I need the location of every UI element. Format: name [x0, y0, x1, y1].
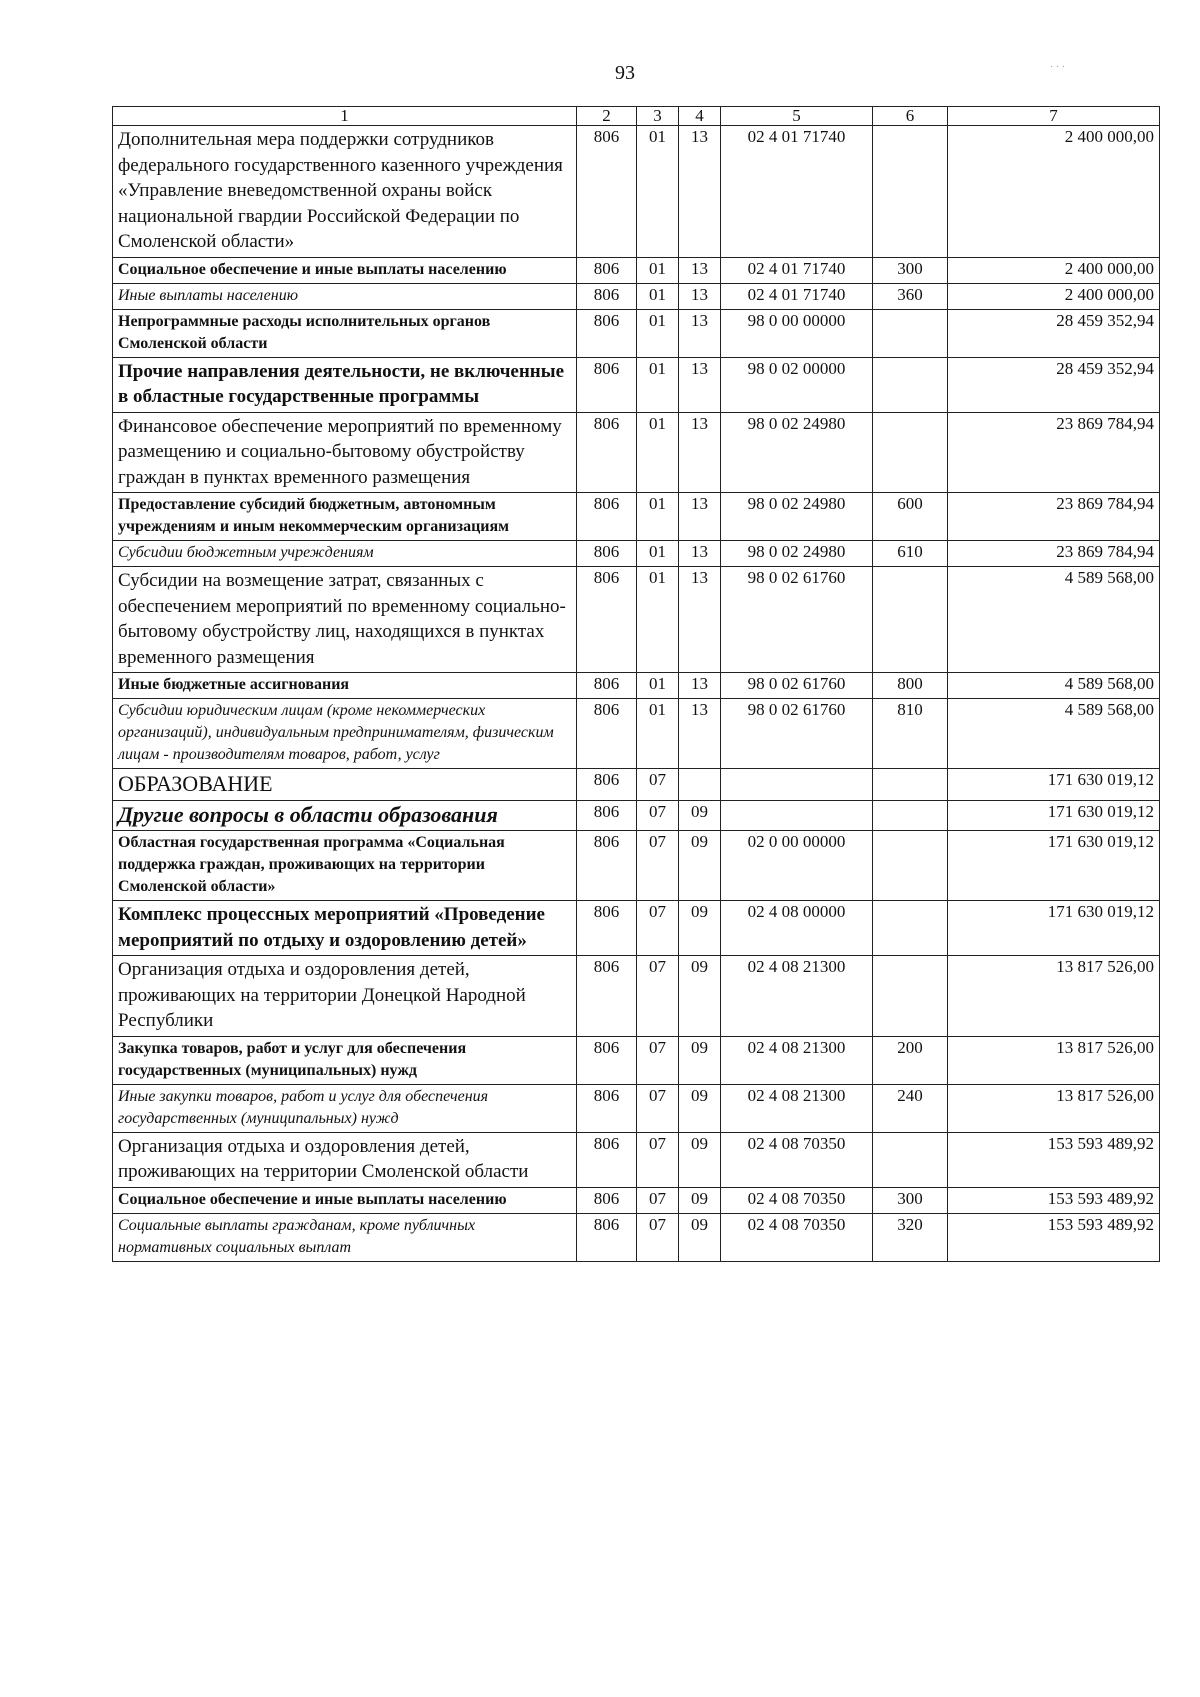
admin-code-cell: 806	[577, 1036, 637, 1084]
target-article-cell: 02 4 01 71740	[721, 283, 873, 309]
section-code-cell: 01	[637, 412, 679, 493]
table-row	[113, 673, 1160, 699]
admin-code-cell: 806	[577, 1187, 637, 1213]
table-row	[113, 956, 1160, 1037]
table-header-row	[113, 107, 1160, 126]
amount-cell: 23 869 784,94	[948, 493, 1160, 541]
table-row	[113, 283, 1160, 309]
table-row	[113, 699, 1160, 769]
target-article-cell	[721, 801, 873, 831]
admin-code-cell: 806	[577, 801, 637, 831]
column-header: 3	[637, 107, 679, 126]
row-name-cell: Иные бюджетные ассигнования	[113, 673, 577, 699]
table-row	[113, 412, 1160, 493]
target-article-cell: 98 0 02 24980	[721, 412, 873, 493]
target-article-cell: 02 4 08 21300	[721, 956, 873, 1037]
scan-artifact-mark: · · ·	[1050, 62, 1065, 73]
section-code-cell: 01	[637, 567, 679, 673]
column-header: 7	[948, 107, 1160, 126]
subsection-code-cell	[679, 769, 721, 801]
subsection-code-cell: 13	[679, 493, 721, 541]
table-row	[113, 309, 1160, 357]
target-article-cell: 98 0 00 00000	[721, 309, 873, 357]
admin-code-cell: 806	[577, 283, 637, 309]
subsection-code-cell: 13	[679, 283, 721, 309]
row-name-cell: ОБРАЗОВАНИЕ	[113, 769, 577, 801]
expense-type-cell: 360	[873, 283, 948, 309]
admin-code-cell: 806	[577, 126, 637, 258]
expense-type-cell: 200	[873, 1036, 948, 1084]
amount-cell: 23 869 784,94	[948, 412, 1160, 493]
admin-code-cell: 806	[577, 1084, 637, 1132]
subsection-code-cell: 09	[679, 956, 721, 1037]
section-code-cell: 07	[637, 956, 679, 1037]
subsection-code-cell: 13	[679, 126, 721, 258]
subsection-code-cell: 09	[679, 1132, 721, 1187]
admin-code-cell: 806	[577, 1132, 637, 1187]
row-name-cell: Областная государственная программа «Социальная поддержка граждан, проживающих на территории Смоленской области»	[113, 831, 577, 901]
table-row	[113, 801, 1160, 831]
section-code-cell: 01	[637, 257, 679, 283]
row-name-cell: Иные выплаты населению	[113, 283, 577, 309]
admin-code-cell: 806	[577, 257, 637, 283]
row-name-cell: Иные закупки товаров, работ и услуг для обеспечения государственных (муниципальных) нужд	[113, 1084, 577, 1132]
column-header: 2	[577, 107, 637, 126]
section-code-cell: 07	[637, 901, 679, 956]
expense-type-cell: 320	[873, 1213, 948, 1261]
amount-cell: 171 630 019,12	[948, 801, 1160, 831]
expense-type-cell	[873, 901, 948, 956]
expense-type-cell	[873, 126, 948, 258]
row-name-cell: Закупка товаров, работ и услуг для обеспечения государственных (муниципальных) нужд	[113, 1036, 577, 1084]
admin-code-cell: 806	[577, 567, 637, 673]
subsection-code-cell: 09	[679, 801, 721, 831]
subsection-code-cell: 09	[679, 901, 721, 956]
section-code-cell: 01	[637, 699, 679, 769]
target-article-cell: 02 4 08 21300	[721, 1036, 873, 1084]
subsection-code-cell: 09	[679, 1213, 721, 1261]
row-name-cell: Субсидии бюджетным учреждениям	[113, 541, 577, 567]
admin-code-cell: 806	[577, 493, 637, 541]
target-article-cell: 98 0 02 00000	[721, 357, 873, 412]
target-article-cell: 02 4 08 21300	[721, 1084, 873, 1132]
expense-type-cell: 610	[873, 541, 948, 567]
admin-code-cell: 806	[577, 956, 637, 1037]
amount-cell: 171 630 019,12	[948, 831, 1160, 901]
target-article-cell: 98 0 02 61760	[721, 673, 873, 699]
table-row	[113, 357, 1160, 412]
section-code-cell: 07	[637, 801, 679, 831]
subsection-code-cell: 09	[679, 831, 721, 901]
subsection-code-cell: 13	[679, 412, 721, 493]
subsection-code-cell: 13	[679, 357, 721, 412]
section-code-cell: 01	[637, 673, 679, 699]
target-article-cell: 02 4 01 71740	[721, 257, 873, 283]
column-header: 5	[721, 107, 873, 126]
target-article-cell: 98 0 02 24980	[721, 541, 873, 567]
section-code-cell: 01	[637, 357, 679, 412]
expense-type-cell	[873, 309, 948, 357]
target-article-cell: 02 0 00 00000	[721, 831, 873, 901]
table-row	[113, 1036, 1160, 1084]
admin-code-cell: 806	[577, 541, 637, 567]
expense-type-cell	[873, 1132, 948, 1187]
amount-cell: 153 593 489,92	[948, 1187, 1160, 1213]
row-name-cell: Финансовое обеспечение мероприятий по временному размещению и социально-бытовому обустройству граждан в пунктах временного размещения	[113, 412, 577, 493]
row-name-cell: Предоставление субсидий бюджетным, автономным учреждениям и иным некоммерческим организациям	[113, 493, 577, 541]
section-code-cell: 07	[637, 831, 679, 901]
target-article-cell: 02 4 01 71740	[721, 126, 873, 258]
section-code-cell: 01	[637, 541, 679, 567]
amount-cell: 4 589 568,00	[948, 567, 1160, 673]
subsection-code-cell: 13	[679, 567, 721, 673]
expense-type-cell	[873, 956, 948, 1037]
expense-type-cell: 300	[873, 1187, 948, 1213]
subsection-code-cell: 09	[679, 1084, 721, 1132]
expense-type-cell: 300	[873, 257, 948, 283]
section-code-cell: 01	[637, 283, 679, 309]
table-row	[113, 769, 1160, 801]
row-name-cell: Субсидии на возмещение затрат, связанных с обеспечением мероприятий по временному социально-бытовому обустройству лиц, находящихся в пунктах временного размещения	[113, 567, 577, 673]
admin-code-cell: 806	[577, 1213, 637, 1261]
table-row	[113, 567, 1160, 673]
admin-code-cell: 806	[577, 831, 637, 901]
row-name-cell: Комплекс процессных мероприятий «Проведение мероприятий по отдыху и оздоровлению детей»	[113, 901, 577, 956]
expense-type-cell	[873, 567, 948, 673]
row-name-cell: Социальное обеспечение и иные выплаты населению	[113, 257, 577, 283]
amount-cell: 4 589 568,00	[948, 699, 1160, 769]
amount-cell: 2 400 000,00	[948, 126, 1160, 258]
admin-code-cell: 806	[577, 412, 637, 493]
table-row	[113, 1187, 1160, 1213]
table-row	[113, 1132, 1160, 1187]
section-code-cell: 07	[637, 1084, 679, 1132]
expense-type-cell	[873, 357, 948, 412]
row-name-cell: Социальные выплаты гражданам, кроме публичных нормативных социальных выплат	[113, 1213, 577, 1261]
subsection-code-cell: 09	[679, 1187, 721, 1213]
subsection-code-cell: 13	[679, 699, 721, 769]
row-name-cell: Организация отдыха и оздоровления детей, проживающих на территории Смоленской области	[113, 1132, 577, 1187]
page-number: 93	[615, 62, 635, 84]
target-article-cell	[721, 769, 873, 801]
amount-cell: 13 817 526,00	[948, 956, 1160, 1037]
amount-cell: 2 400 000,00	[948, 257, 1160, 283]
expense-type-cell	[873, 831, 948, 901]
expense-type-cell: 240	[873, 1084, 948, 1132]
target-article-cell: 02 4 08 00000	[721, 901, 873, 956]
admin-code-cell: 806	[577, 769, 637, 801]
amount-cell: 171 630 019,12	[948, 769, 1160, 801]
section-code-cell: 01	[637, 309, 679, 357]
admin-code-cell: 806	[577, 699, 637, 769]
amount-cell: 28 459 352,94	[948, 309, 1160, 357]
row-name-cell: Организация отдыха и оздоровления детей, проживающих на территории Донецкой Народной Республики	[113, 956, 577, 1037]
expense-type-cell: 800	[873, 673, 948, 699]
row-name-cell: Дополнительная мера поддержки сотрудников федерального государственного казенного учреждения «Управление вневедомственной охраны войск национальной гвардии Российской Федерации по Смоленской области»	[113, 126, 577, 258]
table-row	[113, 541, 1160, 567]
column-header: 1	[113, 107, 577, 126]
target-article-cell: 02 4 08 70350	[721, 1187, 873, 1213]
table-row	[113, 1213, 1160, 1261]
amount-cell: 4 589 568,00	[948, 673, 1160, 699]
row-name-cell: Непрограммные расходы исполнительных органов Смоленской области	[113, 309, 577, 357]
row-name-cell: Социальное обеспечение и иные выплаты населению	[113, 1187, 577, 1213]
table-row	[113, 126, 1160, 258]
table-row	[113, 493, 1160, 541]
table-row	[113, 831, 1160, 901]
column-header: 6	[873, 107, 948, 126]
subsection-code-cell: 09	[679, 1036, 721, 1084]
subsection-code-cell: 13	[679, 541, 721, 567]
amount-cell: 2 400 000,00	[948, 283, 1160, 309]
amount-cell: 153 593 489,92	[948, 1132, 1160, 1187]
section-code-cell: 07	[637, 1187, 679, 1213]
amount-cell: 153 593 489,92	[948, 1213, 1160, 1261]
admin-code-cell: 806	[577, 673, 637, 699]
row-name-cell: Прочие направления деятельности, не включенные в областные государственные программы	[113, 357, 577, 412]
amount-cell: 171 630 019,12	[948, 901, 1160, 956]
admin-code-cell: 806	[577, 901, 637, 956]
subsection-code-cell: 13	[679, 257, 721, 283]
target-article-cell: 98 0 02 61760	[721, 567, 873, 673]
expense-type-cell: 810	[873, 699, 948, 769]
column-header: 4	[679, 107, 721, 126]
section-code-cell: 07	[637, 1213, 679, 1261]
table-row	[113, 257, 1160, 283]
target-article-cell: 98 0 02 24980	[721, 493, 873, 541]
expense-type-cell	[873, 412, 948, 493]
section-code-cell: 07	[637, 1132, 679, 1187]
section-code-cell: 07	[637, 1036, 679, 1084]
target-article-cell: 02 4 08 70350	[721, 1132, 873, 1187]
subsection-code-cell: 13	[679, 309, 721, 357]
amount-cell: 13 817 526,00	[948, 1036, 1160, 1084]
expense-type-cell: 600	[873, 493, 948, 541]
admin-code-cell: 806	[577, 309, 637, 357]
expense-type-cell	[873, 769, 948, 801]
section-code-cell: 01	[637, 493, 679, 541]
target-article-cell: 02 4 08 70350	[721, 1213, 873, 1261]
section-code-cell: 07	[637, 769, 679, 801]
table-body	[113, 126, 1160, 1262]
amount-cell: 28 459 352,94	[948, 357, 1160, 412]
table-row	[113, 901, 1160, 956]
row-name-cell: Другие вопросы в области образования	[113, 801, 577, 831]
expense-type-cell	[873, 801, 948, 831]
amount-cell: 23 869 784,94	[948, 541, 1160, 567]
admin-code-cell: 806	[577, 357, 637, 412]
amount-cell: 13 817 526,00	[948, 1084, 1160, 1132]
subsection-code-cell: 13	[679, 673, 721, 699]
row-name-cell: Субсидии юридическим лицам (кроме некоммерческих организаций), индивидуальным предпринимателям, физическим лицам - производителям товаров, работ, услуг	[113, 699, 577, 769]
budget-table	[112, 106, 1160, 1262]
table-row	[113, 1084, 1160, 1132]
target-article-cell: 98 0 02 61760	[721, 699, 873, 769]
section-code-cell: 01	[637, 126, 679, 258]
